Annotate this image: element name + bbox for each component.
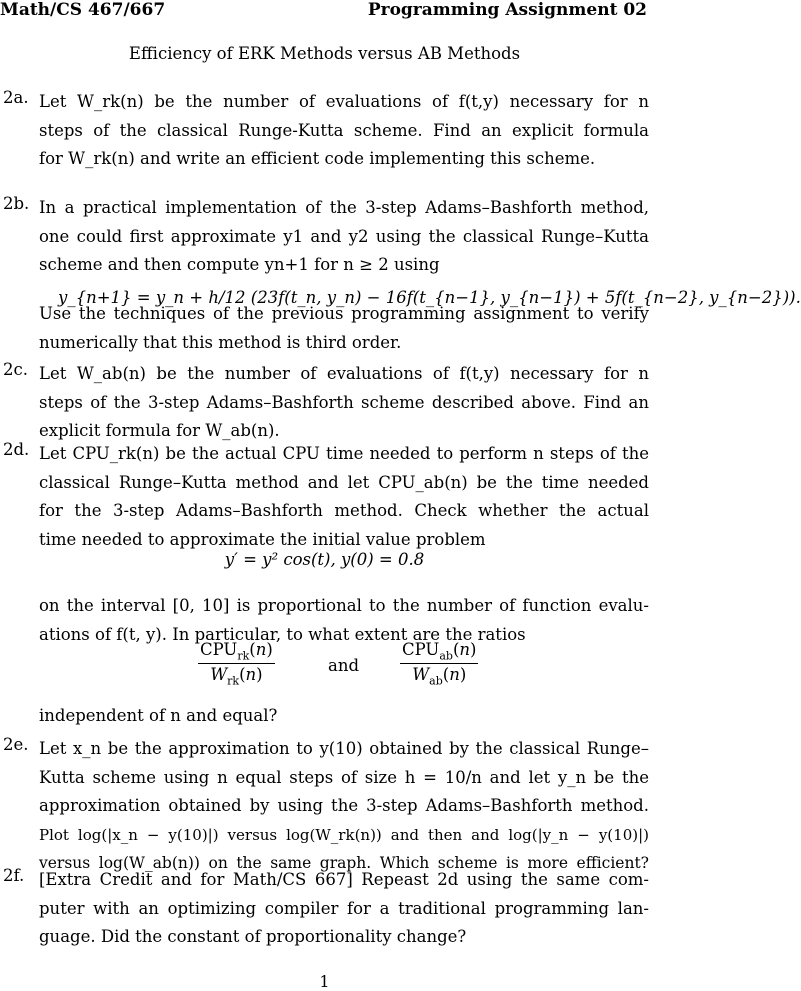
text-line: Plot log(|x_n − y(10)|) versus log(W_rk(n)) and then and log(|y_n − y(10)|): [39, 825, 649, 844]
course-title: Math/CS 467/667: [0, 0, 166, 20]
text-line: In a practical implementation of the 3-step Adams–Bashforth method,: [39, 198, 649, 217]
text-line: Let x_n be the approximation to y(10) obtained by the classical Runge–: [39, 739, 649, 758]
text-line: Kutta scheme using n equal steps of size h = 10/n and let y_n be the: [39, 767, 649, 787]
text-line: Let CPU_rk(n) be the actual CPU time needed to perform n steps of the: [39, 444, 649, 463]
text-line: on the interval [0, 10] is proportional to the number of function evalu-: [39, 596, 649, 615]
text-line: approximation obtained by using the 3-step Adams–Bashforth method.: [39, 796, 649, 815]
text-line: scheme and then compute yn+1 for n ≥ 2 using: [39, 255, 440, 274]
text-line: versus log(W_ab(n)) on the same graph. Which scheme is more efficient?: [39, 854, 649, 872]
cpu-ab-ratio: $CPU_{ab}(n)$ $W_{ab}(n)$: [402, 640, 477, 688]
problem-label: 2c.: [3, 360, 28, 379]
problem-text: [39, 88, 649, 174]
problem-text: [39, 866, 649, 952]
problem-text: [39, 360, 649, 446]
text-line: for the 3-step Adams–Bashforth method. Check whether the actual: [39, 501, 649, 520]
text-line: Let W_ab(n) be the number of evaluations of f(t,y) necessary for n: [39, 364, 649, 383]
text-line: guage. Did the constant of proportionality change?: [39, 927, 467, 946]
problem-text-continued: [39, 300, 649, 357]
problem-text: [39, 440, 649, 554]
problem-text: [39, 194, 649, 280]
initial-value-problem: y′ = y² cos(t), y(0) = 0.8: [224, 550, 425, 569]
problem-label: 2b.: [3, 194, 30, 213]
problem-text: [39, 735, 649, 878]
text-line: for W_rk(n) and write an efficient code implementing this scheme.: [39, 149, 596, 168]
text-line: classical Runge–Kutta method and let CPU_ab(n) be the time needed: [39, 472, 649, 492]
text-line: ations of f(t, y). In particular, to what extent are the ratios: [39, 624, 526, 644]
text-line: independent of n and equal?: [39, 706, 278, 725]
text-line: one could first approximate y1 and y2 using the classical Runge–Kutta: [39, 226, 649, 246]
page-header: [0, 0, 649, 24]
problem-label: 2f.: [3, 866, 25, 885]
problem-label: 2e.: [3, 735, 29, 754]
text-line: time needed to approximate the initial value problem: [39, 529, 486, 549]
adams-bashforth-equation: y_{n+1} = y_n + h/12 (23f(t_n, y_n) − 16f(t_{n−1}, y_{n−1}) + 5f(t_{n−2}, y_{n−2})).: [58, 288, 801, 307]
text-line: Let W_rk(n) be the number of evaluations of f(t,y) necessary for n: [39, 92, 649, 111]
text-line: steps of the 3-step Adams–Bashforth scheme described above. Find an: [39, 392, 649, 412]
assignment-title: Programming Assignment 02: [367, 0, 647, 20]
problem-text-continued: [39, 592, 649, 649]
text-line: steps of the classical Runge-Kutta scheme. Find an explicit formula: [39, 120, 649, 140]
text-line: Use the techniques of the previous programming assignment to verify: [39, 304, 649, 323]
cpu-rk-ratio: $CPU_{rk}(n)$ $W_{rk}(n)$: [200, 640, 273, 688]
problem-text-end: [39, 702, 649, 731]
page-number: 1: [319, 972, 330, 991]
text-line: [Extra Credit and for Math/CS 667] Repeast 2d using the same com-: [39, 870, 649, 889]
document-title: Efficiency of ERK Methods versus AB Methods: [128, 44, 521, 63]
text-line: puter with an optimizing compiler for a traditional programming lan-: [39, 898, 649, 918]
problem-label: 2a.: [3, 88, 29, 107]
text-line: explicit formula for W_ab(n).: [39, 421, 280, 440]
ratio-conjunction: and: [328, 656, 360, 675]
problem-label: 2d.: [3, 440, 30, 459]
text-line: numerically that this method is third order.: [39, 332, 402, 352]
